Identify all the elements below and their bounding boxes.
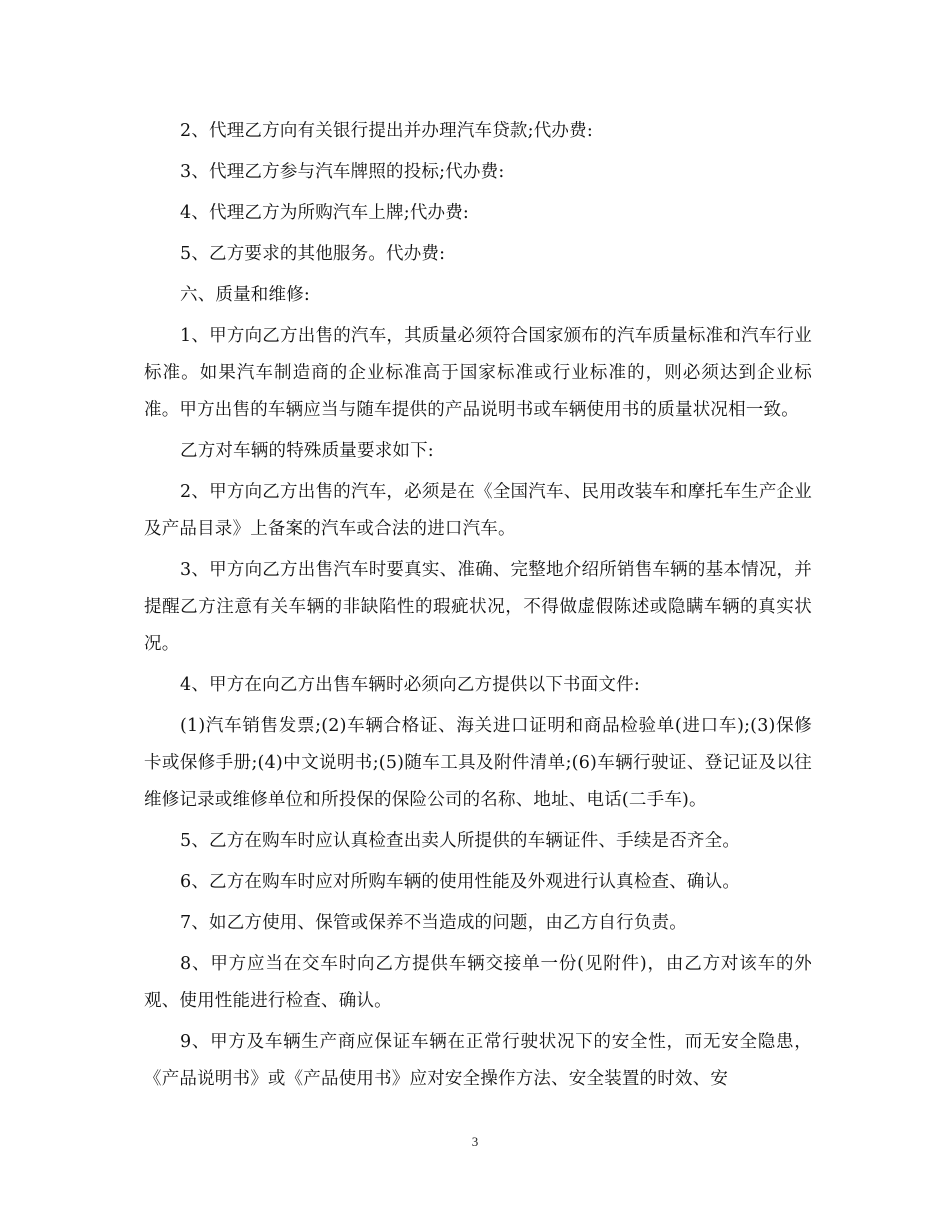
document-body	[144, 113, 812, 1102]
section-heading: 六、质量和维修:	[180, 285, 310, 305]
paragraph: 4、甲方在向乙方出售车辆时必须向乙方提供以下书面文件:	[180, 675, 640, 695]
paragraph: 9、甲方及车辆生产商应保证车辆在正常行驶状况下的安全性，而无安全隐患，《产品说明书》或《产品使用书》应对安全操作方法、安全装置的时效、安	[144, 1032, 812, 1089]
paragraph: 2、甲方向乙方出售的汽车，必须是在《全国汽车、民用改装车和摩托车生产企业及产品目录》上备案的汽车或合法的进口汽车。	[144, 482, 812, 539]
paragraph: 8、甲方应当在交车时向乙方提供车辆交接单一份(见附件)，由乙方对该车的外观、使用性能进行检查、确认。	[144, 954, 812, 1011]
paragraph: 7、如乙方使用、保管或保养不当造成的问题，由乙方自行负责。	[180, 913, 687, 933]
paragraph: 1、甲方向乙方出售的汽车，其质量必须符合国家颁布的汽车质量标准和汽车行业标准。如果汽车制造商的企业标准高于国家标准或行业标准的，则必须达到企业标准。甲方出售的车辆应当与随车提供的产品说明书或车辆使用书的质量状况相一致。	[144, 326, 812, 420]
paragraph: 6、乙方在购车时应对所购车辆的使用性能及外观进行认真检查、确认。	[180, 872, 741, 892]
page-number: 3	[471, 1134, 479, 1149]
paragraph: 3、甲方向乙方出售汽车时要真实、准确、完整地介绍所销售车辆的基本情况，并提醒乙方注意有关车辆的非缺陷性的瑕疵状况，不得做虚假陈述或隐瞒车辆的真实状况。	[144, 560, 812, 654]
paragraph: (1)汽车销售发票;(2)车辆合格证、海关进口证明和商品检验单(进口车);(3)保修卡或保修手册;(4)中文说明书;(5)随车工具及附件清单;(6)车辆行驶证、登记证及以往维修记录或维修单位和所投保的保险公司的名称、地址、电话(二手车)。	[144, 716, 812, 810]
paragraph: 4、代理乙方为所购汽车上牌;代办费:	[180, 203, 470, 223]
paragraph: 2、代理乙方向有关银行提出并办理汽车贷款;代办费:	[180, 121, 593, 141]
paragraph: 5、乙方要求的其他服务。代办费:	[180, 244, 446, 264]
paragraph: 5、乙方在购车时应认真检查出卖人所提供的车辆证件、手续是否齐全。	[180, 831, 741, 851]
paragraph: 3、代理乙方参与汽车牌照的投标;代办费:	[180, 162, 505, 182]
paragraph: 乙方对车辆的特殊质量要求如下:	[180, 441, 434, 461]
